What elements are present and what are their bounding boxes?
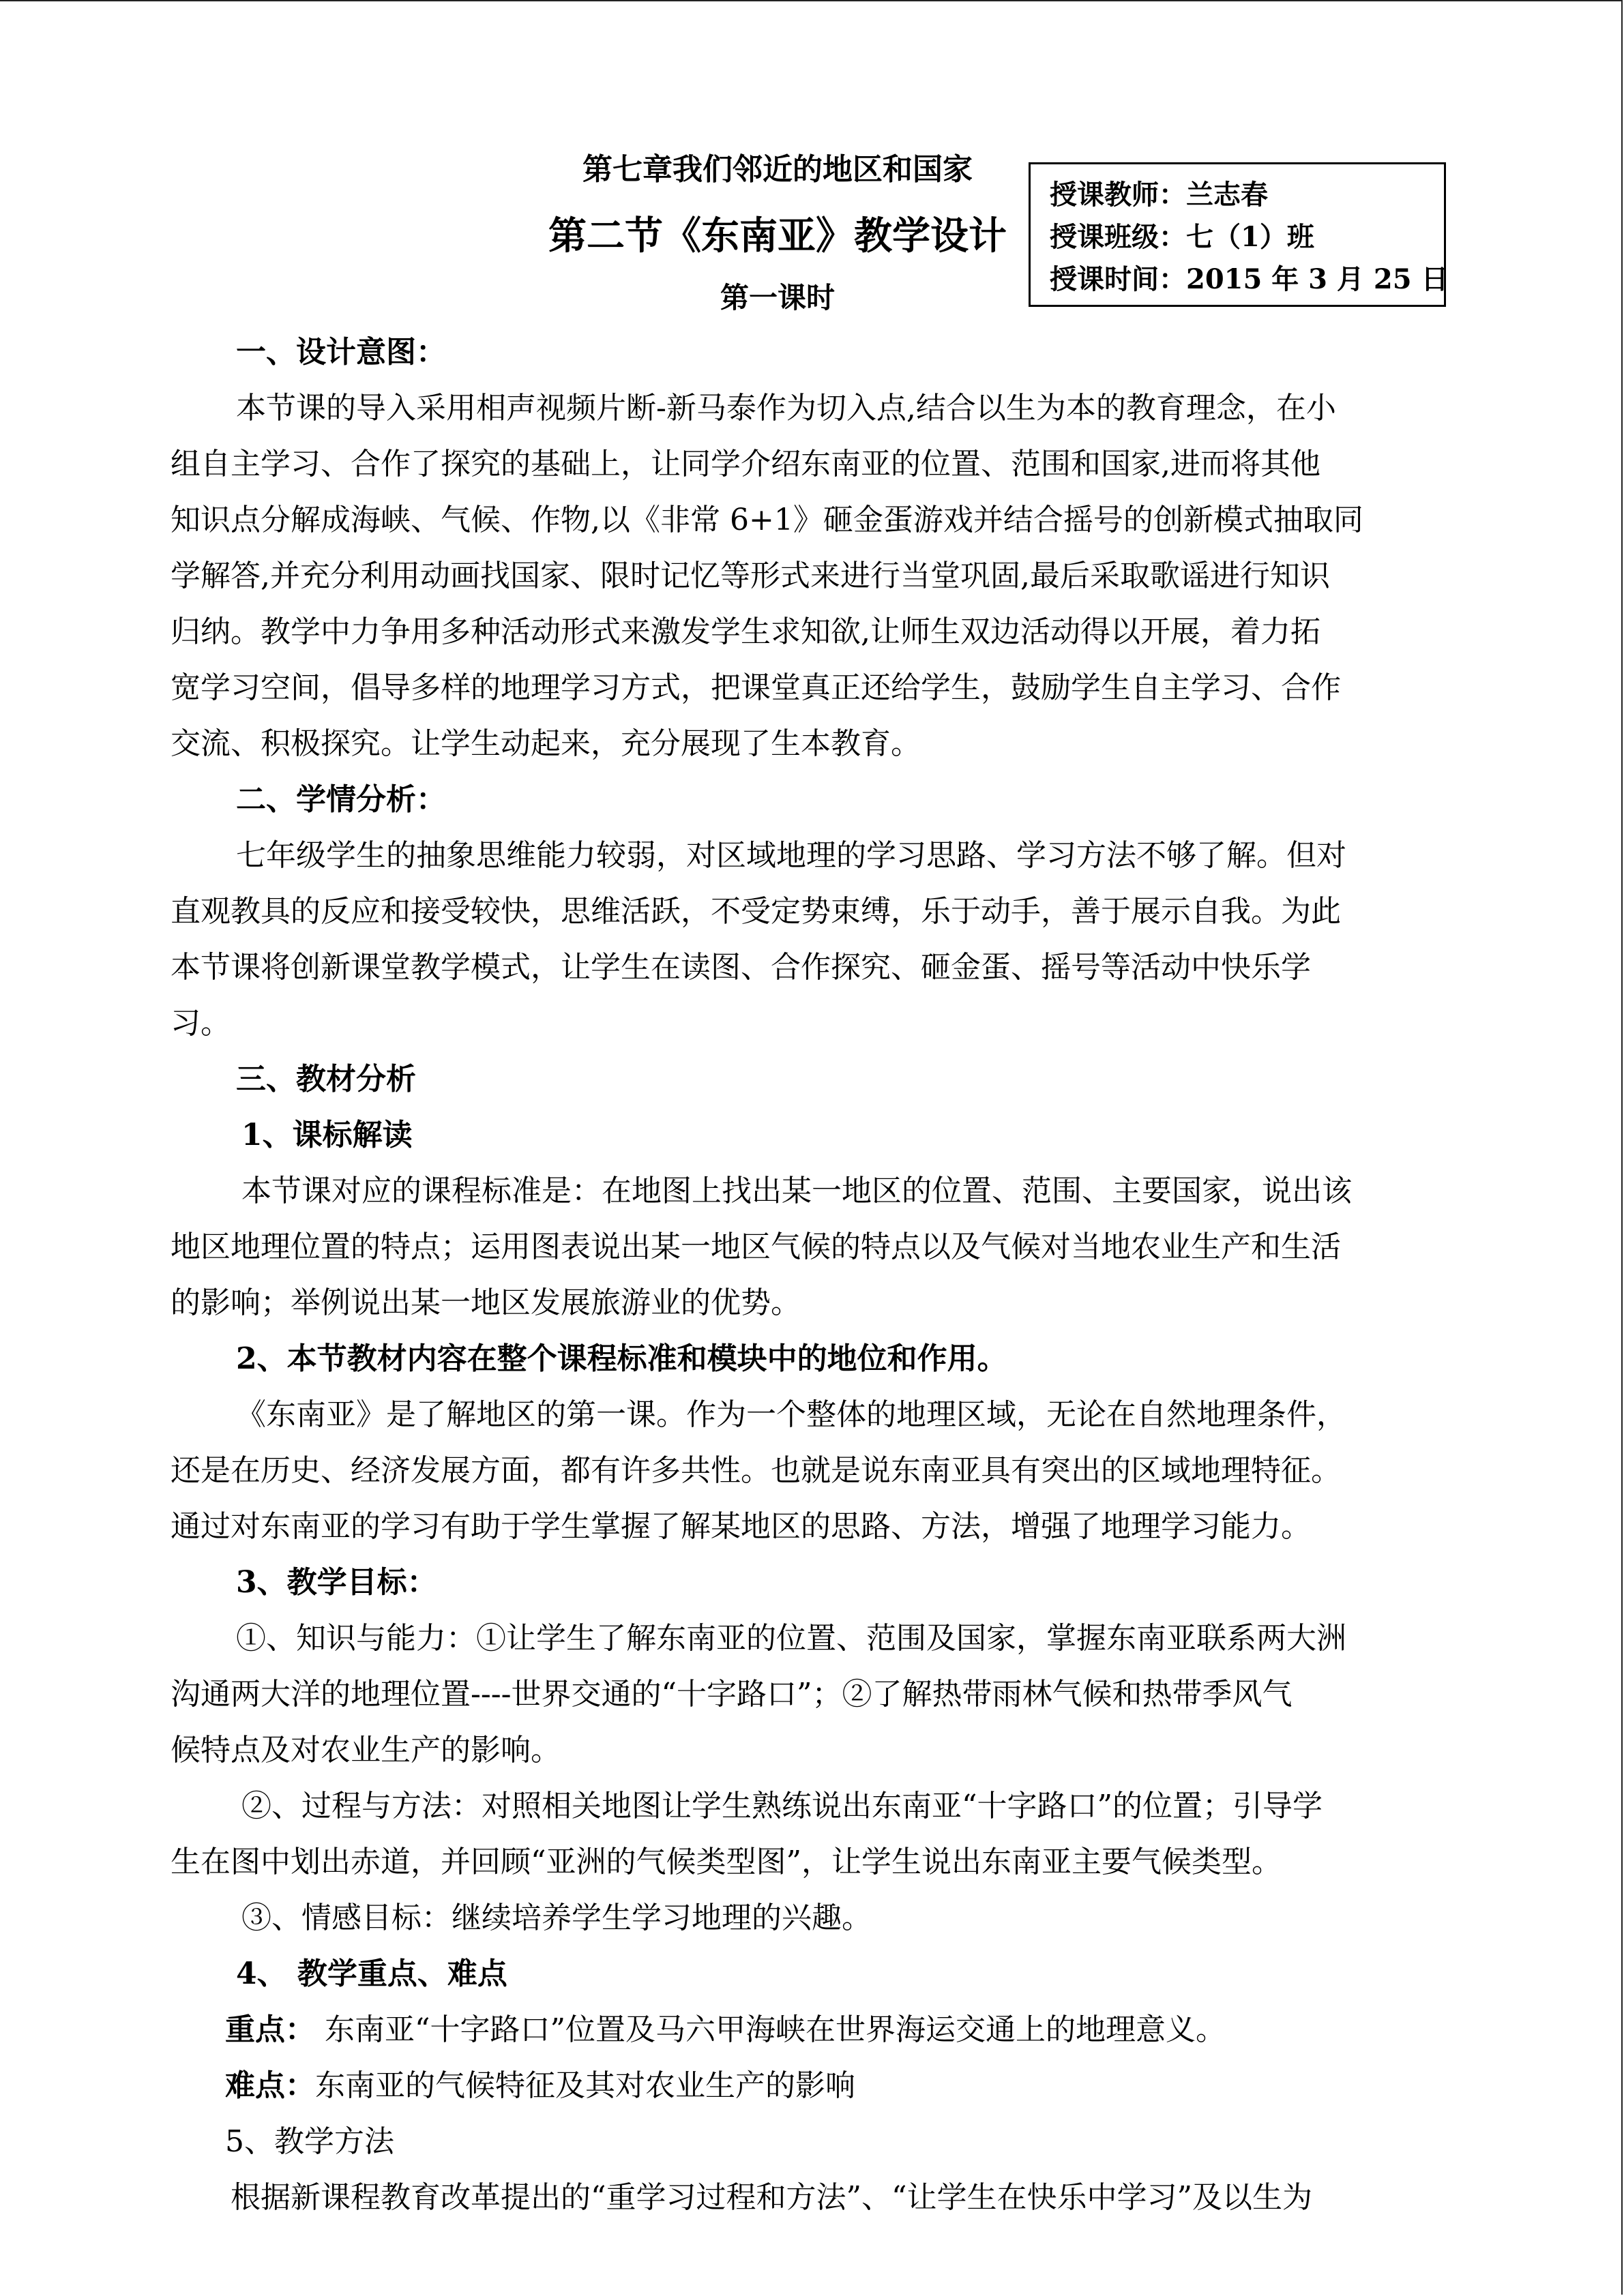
lesson-title: 第一课时 — [720, 281, 835, 314]
text-line: 的影响；举例说出某一地区发展旅游业的优势。 — [171, 1285, 801, 1320]
chapter-title: 第七章我们邻近的地区和国家 — [582, 152, 973, 187]
text-line: 交流、积极探究。让学生动起来，充分展现了生本教育。 — [171, 726, 921, 761]
subheading-standards: 1、课标解读 — [241, 1118, 413, 1152]
text-line: 宽学习空间，倡导多样的地理学习方式，把课堂真正还给学生，鼓励学生自主学习、合作 — [171, 670, 1341, 705]
section-heading-student-analysis: 二、学情分析： — [236, 782, 446, 817]
text-line: 学解答,并充分利用动画找国家、限时记忆等形式来进行当堂巩固,最后采取歌谣进行知识 — [171, 558, 1330, 593]
text-line: 地区地理位置的特点；运用图表说出某一地区气候的特点以及气候对当地农业生产和生活 — [171, 1229, 1341, 1264]
text-line: 习。 — [171, 1006, 231, 1041]
text-line: 通过对东南亚的学习有助于学生掌握了解某地区的思路、方法，增强了地理学习能力。 — [171, 1509, 1311, 1544]
text-line: 沟通两大洋的地理位置----世界交通的“十字路口”；②了解热带雨林气候和热带季风气 — [171, 1677, 1293, 1712]
text-line: ③、情感目标：继续培养学生学习地理的兴趣。 — [241, 1900, 872, 1935]
difficulty-text: 东南亚的气候特征及其对农业生产的影响 — [315, 2068, 855, 2103]
subheading-methods: 5、教学方法 — [225, 2124, 394, 2159]
text-line: 归纳。教学中力争用多种活动形式来激发学生求知欲,让师生双边活动得以开展，着力拓 — [171, 614, 1320, 649]
time-line: 授课时间：2015 年 3 月 25 日 — [1050, 263, 1449, 295]
paragraph-key-points — [171, 2002, 1460, 2114]
key-point-label: 重点： — [225, 2012, 315, 2047]
difficulty-line — [171, 2058, 1460, 2114]
text-line: 本节课对应的课程标准是：在地图上找出某一地区的位置、范围、主要国家，说出该 — [241, 1174, 1352, 1208]
text-line: 本节课的导入采用相声视频片断-新马泰作为切入点,结合以生为本的教育理念，在小 — [236, 391, 1336, 426]
text-line: 知识点分解成海峡、气候、作物,以《非常 6+1》砸金蛋游戏并结合摇号的创新模式抽取同 — [171, 503, 1363, 537]
text-line: 直观教具的反应和接受较快，思维活跃，不受定势束缚，乐于动手，善于展示自我。为此 — [171, 894, 1341, 929]
teacher-line: 授课教师：兰志春 — [1050, 179, 1268, 211]
text-line: 还是在历史、经济发展方面，都有许多共性。也就是说东南亚具有突出的区域地理特征。 — [171, 1453, 1341, 1488]
subheading-objectives: 3、教学目标： — [236, 1565, 437, 1600]
paragraph-standards — [171, 1163, 1460, 1331]
paragraph-student-analysis — [171, 828, 1460, 1052]
key-point-line — [171, 2002, 1460, 2058]
text-line: 候特点及对农业生产的影响。 — [171, 1733, 561, 1768]
text-line: 生在图中划出赤道，并回顾“亚洲的气候类型图”，让学生说出东南亚主要气候类型。 — [171, 1845, 1282, 1879]
text-line: 本节课将创新课堂教学模式，让学生在读图、合作探究、砸金蛋、摇号等活动中快乐学 — [171, 950, 1311, 985]
class-line: 授课班级：七（1）班 — [1050, 221, 1314, 253]
teacher-info-box — [1029, 162, 1449, 307]
text-line: 根据新课程教育改革提出的“重学习过程和方法”、“让学生在快乐中学习”及以生为 — [231, 2180, 1312, 2215]
subheading-key-points: 4、 教学重点、难点 — [236, 1956, 507, 1991]
paragraph-design-intent — [171, 381, 1460, 772]
difficulty-label: 难点： — [225, 2068, 315, 2103]
paragraph-methods — [171, 2170, 1460, 2226]
paragraph-objectives — [171, 1611, 1460, 1946]
document-body — [171, 325, 1460, 2226]
text-line: 组自主学习、合作了探究的基础上，让同学介绍东南亚的位置、范围和国家,进而将其他 — [171, 447, 1320, 481]
key-point-text: 东南亚“十字路口”位置及马六甲海峡在世界海运交通上的地理意义。 — [315, 2012, 1226, 2047]
section-heading-design-intent: 一、设计意图： — [236, 335, 446, 370]
text-line: 七年级学生的抽象思维能力较弱，对区域地理的学习思路、学习方法不够了解。但对 — [236, 838, 1346, 873]
text-line: 《东南亚》是了解地区的第一课。作为一个整体的地理区域，无论在自然地理条件， — [236, 1397, 1346, 1432]
paragraph-role — [171, 1387, 1460, 1555]
section-title: 第二节《东南亚》教学设计 — [548, 213, 1007, 258]
text-line: ②、过程与方法：对照相关地图让学生熟练说出东南亚“十字路口”的位置；引导学 — [241, 1789, 1323, 1823]
section-heading-material-analysis: 三、教材分析 — [236, 1062, 416, 1097]
text-line: ①、知识与能力：①让学生了解东南亚的位置、范围及国家，掌握东南亚联系两大洲 — [236, 1621, 1346, 1656]
subheading-role: 2、本节教材内容在整个课程标准和模块中的地位和作用。 — [236, 1341, 1007, 1376]
